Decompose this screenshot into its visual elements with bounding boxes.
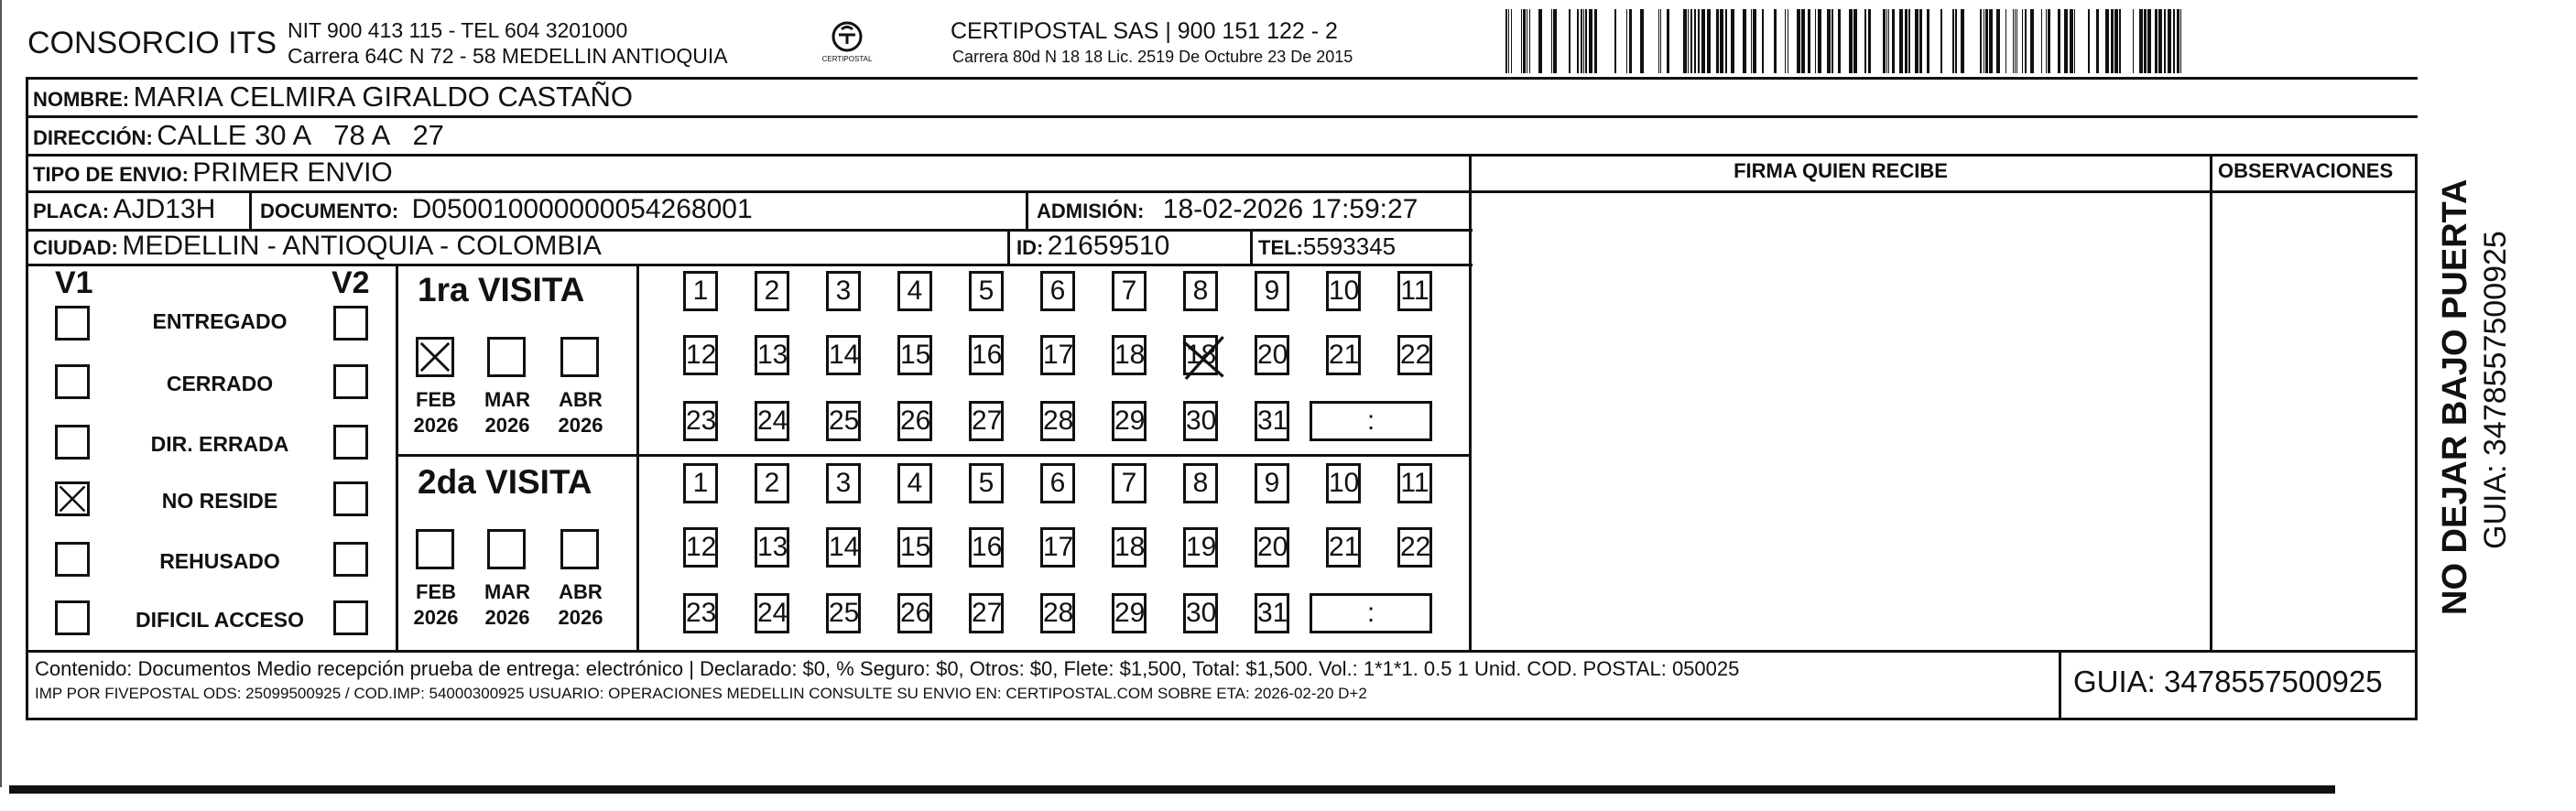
status-v2-checkbox[interactable] — [333, 425, 368, 460]
status-v2-checkbox[interactable] — [333, 306, 368, 341]
status-label: DIFICIL ACCESO — [135, 608, 304, 632]
day-box[interactable]: 14 — [826, 335, 861, 375]
company-nit: NIT 900 413 115 - TEL 604 3201000 — [288, 18, 628, 42]
month-name: FEB — [416, 388, 456, 411]
day-box[interactable]: 15 — [897, 527, 932, 568]
month-year: 2026 — [413, 606, 459, 629]
day-box[interactable]: 20 — [1255, 335, 1289, 375]
month-year: 2026 — [558, 414, 603, 437]
v2-label: V2 — [332, 265, 370, 300]
day-box[interactable]: 9 — [1255, 463, 1289, 503]
day-box[interactable]: 1 — [683, 271, 718, 311]
barcode-graphic — [1505, 9, 2198, 73]
certipostal-address: Carrera 80d N 18 18 Lic. 2519 De Octubre 23 De 2015 — [952, 48, 1353, 66]
visit-divider — [396, 454, 1472, 457]
day-box[interactable]: 18 — [1112, 527, 1147, 568]
guia-box-divider — [2059, 650, 2061, 720]
month-name: MAR — [484, 580, 531, 603]
month-checkbox[interactable] — [560, 529, 599, 569]
month-checkbox[interactable] — [416, 337, 454, 377]
month-year: 2026 — [484, 606, 530, 629]
certipostal-logo-icon — [820, 16, 875, 71]
day-box[interactable]: 10 — [1326, 271, 1361, 311]
nombre-row — [33, 81, 633, 114]
day-box[interactable]: 11 — [1397, 463, 1432, 503]
day-box[interactable]: 8 — [1183, 271, 1218, 311]
tel-divider — [1250, 229, 1253, 264]
status-v2-checkbox[interactable] — [333, 481, 368, 516]
day-box[interactable]: 7 — [1112, 463, 1147, 503]
day-box[interactable]: 22 — [1397, 527, 1432, 568]
day-box[interactable]: 15 — [897, 335, 932, 375]
barcode — [1505, 9, 2198, 73]
admision-value: 18-02-2026 17:59:27 — [1162, 194, 1418, 224]
documento-field — [260, 194, 753, 225]
row-line-1 — [26, 115, 2418, 118]
day-box[interactable]: 29 — [1112, 401, 1147, 441]
side-guia: GUIA: 3478557500925 — [2478, 231, 2513, 549]
day-box[interactable]: 11 — [1397, 271, 1432, 311]
signature-left-line — [1469, 154, 1472, 653]
admision-divider — [1026, 190, 1028, 229]
ciudad-field — [33, 231, 602, 262]
day-box[interactable]: 7 — [1112, 271, 1147, 311]
status-v1-checkbox[interactable] — [55, 306, 90, 341]
day-box[interactable]: 21 — [1326, 527, 1361, 568]
observaciones-left-line — [2210, 154, 2212, 653]
placa-field — [33, 194, 215, 225]
day-box[interactable]: 5 — [969, 271, 1004, 311]
month-year: 2026 — [484, 414, 530, 437]
day-box[interactable]: 24 — [755, 401, 789, 441]
observaciones-area[interactable] — [2214, 194, 2412, 648]
month-checkbox[interactable] — [487, 337, 526, 377]
certipostal-logo — [820, 16, 875, 71]
status-v2-checkbox[interactable] — [333, 600, 368, 635]
certipostal-nit: CERTIPOSTAL SAS | 900 151 122 - 2 — [951, 18, 1338, 44]
months-divider — [636, 264, 639, 652]
day-box[interactable]: 18 — [1112, 335, 1147, 375]
day-box[interactable]: 6 — [1040, 271, 1075, 311]
day-box[interactable]: 5 — [969, 463, 1004, 503]
placa-label: PLACA: — [33, 200, 110, 222]
day-box[interactable]: 2 — [755, 463, 789, 503]
month-name: FEB — [416, 580, 456, 603]
direccion-row — [33, 119, 444, 152]
admision-label: ADMISIÓN: — [1037, 200, 1145, 222]
row-line-2 — [26, 154, 2418, 157]
day-box[interactable]: 31 — [1255, 401, 1289, 441]
documento-value: D050010000000054268001 — [411, 194, 753, 224]
company-name: CONSORCIO ITS — [27, 26, 277, 60]
day-box[interactable]: 28 — [1040, 593, 1075, 633]
documento-label: DOCUMENTO: — [260, 200, 399, 222]
day-box[interactable]: 25 — [826, 593, 861, 633]
id-value: 21659510 — [1047, 231, 1170, 261]
day-box[interactable]: 17 — [1040, 527, 1075, 568]
status-v2-checkbox[interactable] — [333, 364, 368, 399]
tel-field — [1258, 232, 1396, 261]
month-checkbox[interactable] — [560, 337, 599, 377]
status-v1-checkbox[interactable] — [55, 542, 90, 577]
day-box[interactable]: 12 — [683, 527, 718, 568]
tipo-envio-label: TIPO DE ENVIO: — [33, 163, 189, 186]
direccion-value: CALLE 30 A 78 A 27 — [157, 119, 444, 151]
tipo-envio-value: PRIMER ENVIO — [192, 157, 393, 188]
id-label: ID: — [1016, 236, 1044, 259]
day-box[interactable]: 3 — [826, 463, 861, 503]
day-box[interactable]: 22 — [1397, 335, 1432, 375]
tel-value: 5593345 — [1302, 232, 1397, 260]
visit-title: 2da VISITA — [418, 463, 592, 501]
day-box[interactable]: 18 — [1183, 335, 1218, 375]
frame-top-line — [26, 77, 2418, 80]
day-box[interactable]: 23 — [683, 401, 718, 441]
status-divider — [396, 264, 398, 652]
month-checkbox[interactable] — [416, 529, 454, 569]
day-box[interactable]: 10 — [1326, 463, 1361, 503]
day-box[interactable]: 24 — [755, 593, 789, 633]
day-box[interactable]: 12 — [683, 335, 718, 375]
status-v2-checkbox[interactable] — [333, 542, 368, 577]
day-box[interactable]: 16 — [969, 527, 1004, 568]
ciudad-value: MEDELLIN - ANTIOQUIA - COLOMBIA — [122, 231, 602, 261]
firma-label: FIRMA QUIEN RECIBE — [1734, 159, 1948, 182]
day-box[interactable]: 19 — [1183, 527, 1218, 568]
day-box[interactable]: 26 — [897, 401, 932, 441]
ciudad-label: CIUDAD: — [33, 236, 118, 259]
day-box[interactable]: 9 — [1255, 271, 1289, 311]
day-box[interactable]: 23 — [683, 593, 718, 633]
day-box[interactable]: 28 — [1040, 401, 1075, 441]
nombre-label: NOMBRE: — [33, 88, 130, 111]
frame-left-line — [26, 77, 28, 720]
v1-label: V1 — [55, 265, 93, 300]
admision-field — [1037, 194, 1418, 225]
month-checkbox[interactable] — [487, 529, 526, 569]
id-divider — [1007, 229, 1010, 264]
page-left-edge — [0, 0, 2, 787]
status-v1-checkbox[interactable] — [55, 425, 90, 460]
month-name: ABR — [559, 388, 603, 411]
day-box[interactable]: 27 — [969, 593, 1004, 633]
observaciones-label: OBSERVACIONES — [2218, 159, 2394, 182]
status-v1-checkbox[interactable] — [55, 481, 90, 516]
day-box[interactable]: 27 — [969, 401, 1004, 441]
status-v1-checkbox[interactable] — [55, 600, 90, 635]
no-dejar-warning: NO DEJAR BAJO PUERTA — [2436, 178, 2474, 615]
day-box[interactable]: 30 — [1183, 593, 1218, 633]
day-box[interactable]: 14 — [826, 527, 861, 568]
day-box[interactable]: 20 — [1255, 527, 1289, 568]
day-box[interactable]: 13 — [755, 527, 789, 568]
row-line-3 — [26, 190, 2418, 193]
day-box[interactable]: 25 — [826, 401, 861, 441]
day-box[interactable]: 31 — [1255, 593, 1289, 633]
placa-divider — [249, 190, 252, 229]
contenido-text: Contenido: Documentos Medio recepción prueba de entrega: electrónico | Declarado: $0, % Seguro: $0, Otros: $0, Flete: $1,500, Total: $1,500. Vol.: 1*1*1. 0.5 1 Unid. COD. POSTAL: 050025 — [35, 657, 1740, 680]
day-box[interactable]: 29 — [1112, 593, 1147, 633]
status-label: DIR. ERRADA — [150, 432, 289, 456]
day-box[interactable]: 3 — [826, 271, 861, 311]
month-year: 2026 — [413, 414, 459, 437]
day-box[interactable]: 21 — [1326, 335, 1361, 375]
logo-text: CERTIPOSTAL — [821, 55, 873, 63]
company-address: Carrera 64C N 72 - 58 MEDELLIN ANTIOQUIA — [288, 44, 728, 68]
x-mark-icon — [58, 484, 87, 514]
nombre-value: MARIA CELMIRA GIRALDO CASTAÑO — [133, 81, 634, 113]
day-box[interactable]: 6 — [1040, 463, 1075, 503]
x-mark-icon — [1180, 332, 1226, 384]
tipo-envio-row — [33, 157, 393, 189]
visit-title: 1ra VISITA — [418, 271, 585, 308]
day-box[interactable]: 8 — [1183, 463, 1218, 503]
month-year: 2026 — [558, 606, 603, 629]
time-box[interactable]: : — [1310, 401, 1432, 441]
row-line-5 — [26, 264, 1473, 266]
day-box[interactable]: 16 — [969, 335, 1004, 375]
day-box[interactable]: 2 — [755, 271, 789, 311]
direccion-label: DIRECCIÓN: — [33, 126, 153, 149]
status-label: NO RESIDE — [161, 489, 278, 513]
guia-box: GUIA: 3478557500925 — [2073, 665, 2383, 698]
status-label: REHUSADO — [159, 549, 280, 573]
frame-right-line — [2415, 156, 2418, 720]
tel-label: TEL: — [1258, 236, 1303, 259]
day-box[interactable]: 4 — [897, 463, 932, 503]
day-box[interactable]: 13 — [755, 335, 789, 375]
status-label: CERRADO — [166, 372, 274, 395]
imp-text: IMP POR FIVEPOSTAL ODS: 25099500925 / COD.IMP: 54000300925 USUARIO: OPERACIONES MEDELLIN CONSULTE SU ENVIO EN: CERTIPOSTAL.COM SOBRE ETA: 2026-02-20 D+2 — [35, 685, 1367, 702]
status-label: ENTREGADO — [152, 309, 288, 333]
month-name: MAR — [484, 388, 531, 411]
day-box[interactable]: 17 — [1040, 335, 1075, 375]
id-field — [1016, 231, 1169, 262]
day-box[interactable]: 4 — [897, 271, 932, 311]
month-name: ABR — [559, 580, 603, 603]
status-v1-checkbox[interactable] — [55, 364, 90, 399]
signature-area[interactable] — [1473, 194, 2209, 648]
placa-value: AJD13H — [113, 194, 216, 224]
day-box[interactable]: 30 — [1183, 401, 1218, 441]
day-box[interactable]: 1 — [683, 463, 718, 503]
x-mark-icon — [418, 340, 451, 374]
time-box[interactable]: : — [1310, 593, 1432, 633]
page-bottom-edge — [9, 785, 2335, 794]
day-box[interactable]: 26 — [897, 593, 932, 633]
